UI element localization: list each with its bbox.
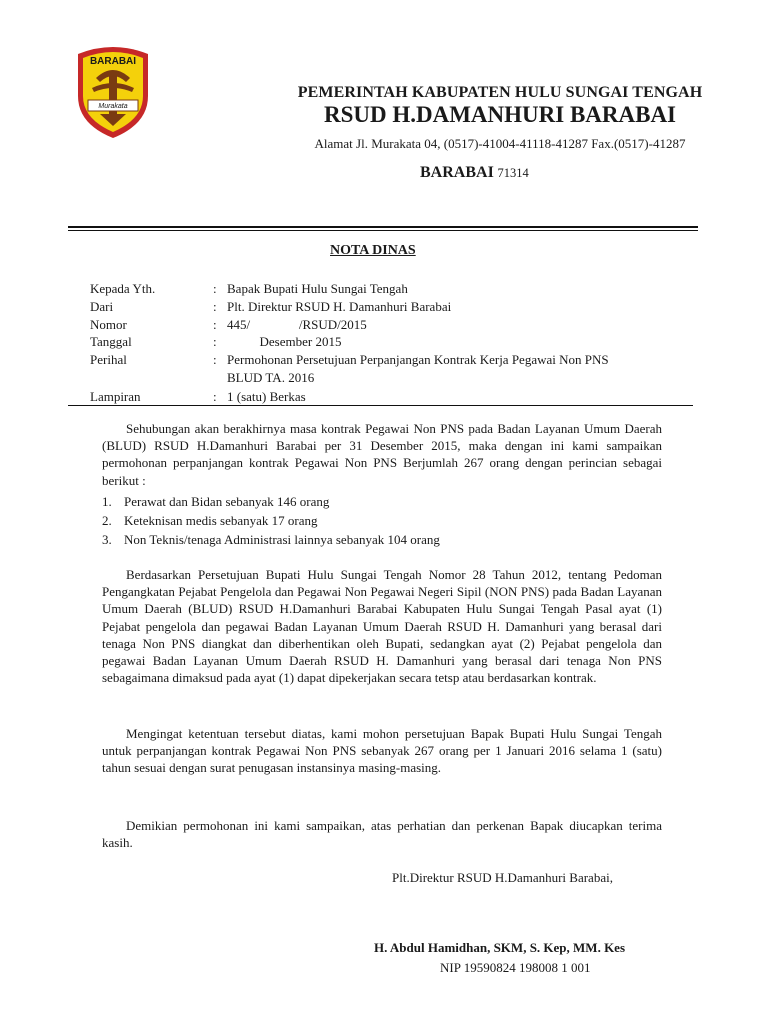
paragraph-2: Berdasarkan Persetujuan Bupati Hulu Sungai Tengah Nomor 28 Tahun 2012, tentang Pedoman Pengangkatan Pejabat Pengelola dan Pegawai Non Pegawai Negeri Sipil (NON PNS) pada Badan Layanan Umum Daerah (BLUD) RSUD H.Damanhuri Barabai Kabupaten Hulu Sungai Tengah Pasal ayat (1) Pejabat pengelola dan pegawai Badan Layanan Umum Daerah RSUD H. Damanhuri yang berasal dari tenaga Non PNS diangkat dan diberhentikan oleh Bupati, sedangkan ayat (2) Pejabat pengelola dan pegawai Badan Layanan Umum Daerah RSUD H. Damanhuri yang berasal dari tenaga Non PNS sebagaimana dimaksud pada ayat (1) dapat dipekerjakan secara tetsp atau berdasarkan kontrak.	[102, 567, 662, 686]
field-label-dari: Dari	[90, 299, 114, 314]
field-value-perihal-line2: BLUD TA. 2016	[227, 370, 315, 385]
field-colon: :	[213, 334, 217, 349]
list-item	[102, 493, 329, 510]
field-label-kepada: Kepada Yth.	[90, 281, 156, 296]
field-colon: :	[213, 352, 217, 367]
field-colon: :	[213, 317, 217, 332]
signature-nip: NIP 19590824 198008 1 001	[440, 960, 591, 975]
list-number: 2.	[102, 513, 112, 528]
paragraph-1: Sehubungan akan berakhirnya masa kontrak Pegawai Non PNS pada Badan Layanan Umum Daerah (BLUD) RSUD H.Damanhuri Barabai per 31 Desember 2015, maka dengan ini kami sampaikan permohonan perpanjangan kontrak Pegawai Non PNS Berjumlah 267 orang dengan perincian sebagai berikut :	[102, 421, 662, 488]
field-value-perihal: Permohonan Persetujuan Perpanjangan Kontrak Kerja Pegawai Non PNS	[227, 352, 609, 367]
list-item	[102, 512, 318, 529]
signature-title: Plt.Direktur RSUD H.Damanhuri Barabai,	[392, 870, 613, 885]
field-label-tanggal: Tanggal	[90, 334, 132, 349]
list-number: 1.	[102, 494, 112, 509]
list-number: 3.	[102, 532, 112, 547]
zip-code: 71314	[497, 166, 529, 180]
field-value-tanggal: Desember 2015	[227, 334, 342, 349]
logo-ribbon-text: Murakata	[98, 103, 128, 110]
field-colon: :	[213, 389, 217, 404]
list-item	[102, 531, 440, 548]
field-value-nomor: 445/ /RSUD/2015	[227, 317, 367, 332]
field-label-lampiran: Lampiran	[90, 389, 141, 404]
government-name: PEMERINTAH KABUPATEN HULU SUNGAI TENGAH	[297, 84, 703, 101]
list-text: Keteknisan medis sebanyak 17 orang	[124, 513, 318, 528]
field-value-dari: Plt. Direktur RSUD H. Damanhuri Barabai	[227, 299, 452, 314]
hospital-name: RSUD H.DAMANHURI BARABAI	[323, 102, 677, 127]
city-line	[420, 164, 529, 182]
header-rule-thin	[68, 230, 698, 231]
address-line: Alamat Jl. Murakata 04, (0517)-41004-41118-41287 Fax.(0517)-41287	[314, 136, 686, 151]
field-label-perihal: Perihal	[90, 352, 127, 367]
field-colon: :	[213, 281, 217, 296]
city-name: BARABAI	[420, 164, 494, 181]
list-text: Perawat dan Bidan sebanyak 146 orang	[124, 494, 330, 509]
field-colon: :	[213, 299, 217, 314]
logo-top-text: BARABAI	[89, 56, 137, 67]
regency-logo	[72, 44, 154, 140]
paragraph-3: Mengingat ketentuan tersebut diatas, kami mohon persetujuan Bapak Bupati Hulu Sungai Tengah untuk perpanjangan kontrak Pegawai Non PNS sebanyak 267 orang per 1 Januari 2016 selama 1 (satu) tahun sesuai dengan surat penugasan instansinya masing-masing.	[102, 726, 662, 776]
field-label-nomor: Nomor	[90, 317, 127, 332]
list-text: Non Teknis/tenaga Administrasi lainnya sebanyak 104 orang	[124, 532, 440, 547]
header-rule-thick	[68, 226, 698, 228]
signature-name: H. Abdul Hamidhan, SKM, S. Kep, MM. Kes	[374, 940, 626, 955]
paragraph-4: Demikian permohonan ini kami sampaikan, atas perhatian dan perkenan Bapak diucapkan terima kasih.	[102, 818, 662, 851]
field-value-lampiran: 1 (satu) Berkas	[227, 389, 306, 404]
field-value-kepada: Bapak Bupati Hulu Sungai Tengah	[227, 281, 408, 296]
fields-rule	[68, 405, 693, 406]
document-title: NOTA DINAS	[330, 243, 416, 258]
